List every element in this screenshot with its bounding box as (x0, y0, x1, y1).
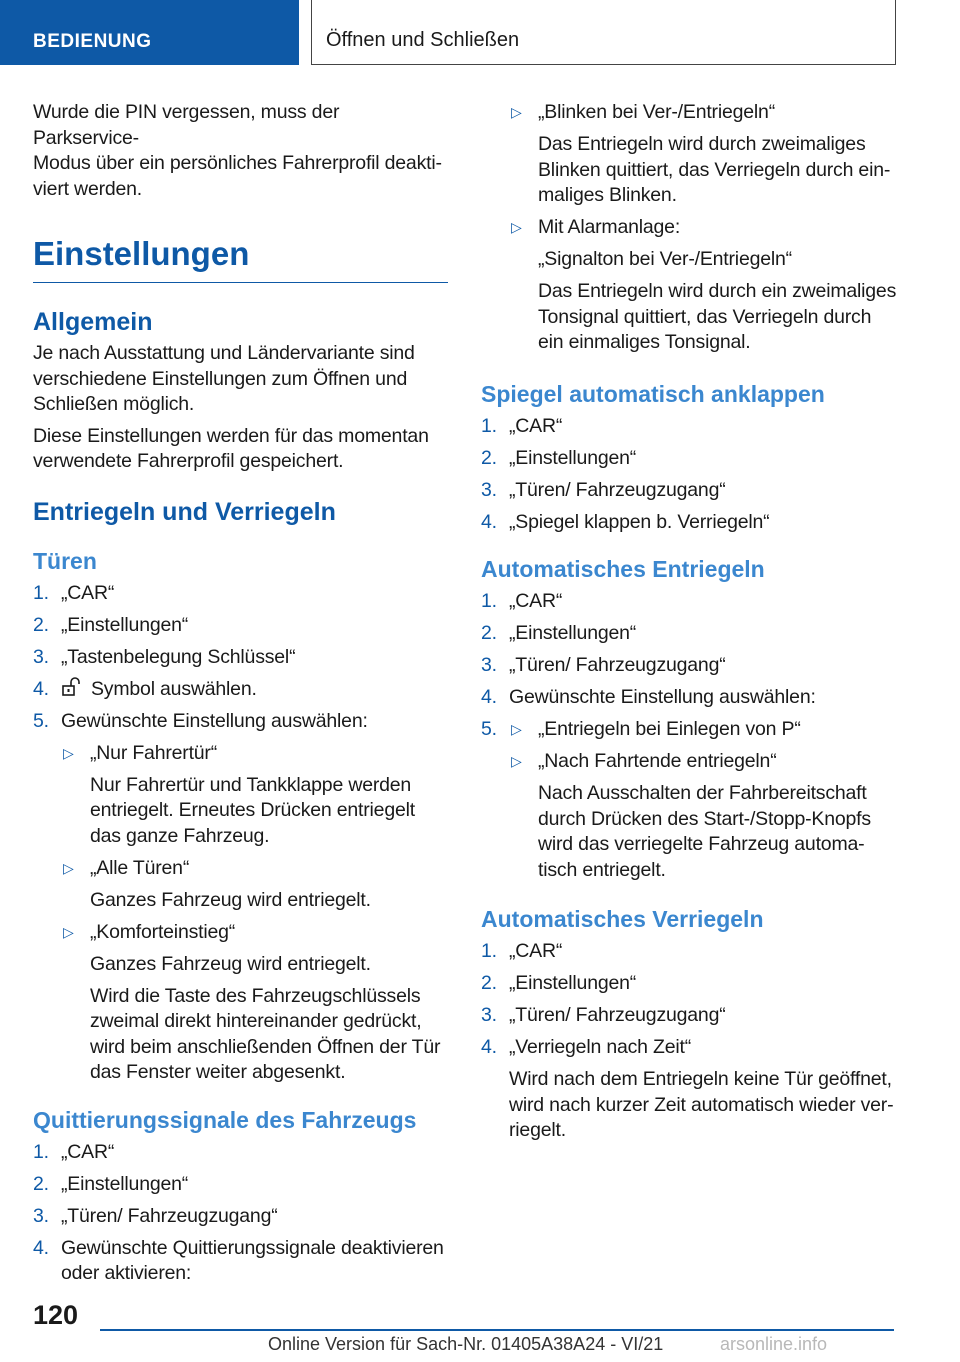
list-number: 5. (481, 718, 497, 740)
line: maliges Blinken. (538, 184, 677, 206)
option-item (481, 100, 901, 126)
list-item (481, 510, 901, 536)
list-number: 3. (33, 645, 49, 668)
list-item (481, 971, 901, 997)
list-number: 3. (481, 1004, 497, 1026)
list-item (481, 1003, 901, 1029)
option-item (33, 741, 448, 767)
list-text: „Entriegeln bei Einlegen von P“ (538, 718, 801, 740)
line: entriegelt. Erneutes Drücken entriegelt (90, 799, 415, 821)
line: oder aktivieren: (61, 1262, 192, 1284)
list-item (33, 677, 448, 703)
line: wird nach kurzer Zeit automatisch wieder ver- (509, 1093, 894, 1116)
list-item (33, 1172, 448, 1198)
line: Diese Einstellungen werden für das momentan (33, 424, 429, 447)
list-number: 4. (33, 677, 49, 700)
list-item (481, 939, 901, 965)
page-number: 120 (33, 1300, 79, 1330)
option-item (33, 920, 448, 946)
heading-quittierungssignale: Quittierungssignale des Fahrzeugs (33, 1106, 417, 1133)
heading-allgemein: Allgemein (33, 308, 153, 336)
line: Nur Fahrertür und Tankklappe werden (90, 773, 412, 796)
list-number: 2. (481, 622, 497, 644)
line: durch Drücken des Start-/Stopp-Knopfs (538, 807, 871, 830)
triangle-bullet-icon: ▷ (511, 219, 522, 235)
list-text: „CAR“ (509, 414, 563, 437)
right-column (481, 100, 901, 1150)
line: das Fenster weiter abgesenkt. (90, 1061, 346, 1083)
line: verschiedene Einstellungen zum Öffnen und (33, 367, 408, 390)
list-text: Gewünschte Einstellung auswählen: (509, 686, 816, 708)
line: Tonsignal quittiert, das Verriegeln durch (538, 305, 872, 328)
option-description (481, 279, 901, 356)
list-text: „Türen/ Fahrzeugzugang“ (509, 1004, 726, 1026)
option-item (481, 749, 901, 775)
list-item (33, 645, 448, 671)
list-item (33, 1140, 448, 1166)
list-item (33, 581, 448, 607)
list-number: 3. (481, 654, 497, 676)
list-text: „Einstellungen“ (61, 1172, 189, 1195)
list-number: 1. (33, 1140, 49, 1163)
line: wird das verriegelte Fahrzeug automa- (538, 833, 865, 855)
line: tisch entriegelt. (538, 858, 666, 881)
footer-text: Online Version für Sach-Nr. 01405A38A24 - VI/21 (268, 1334, 664, 1354)
list-item (33, 613, 448, 639)
line: ein einmaliges Tonsignal. (538, 331, 751, 353)
triangle-bullet-icon: ▷ (511, 753, 522, 769)
list-text: „Tastenbelegung Schlüssel“ (61, 645, 296, 668)
option-label: „Nach Fahrtende entriegeln“ (538, 750, 777, 772)
line: wird beim anschließenden Öffnen der Tür (90, 1035, 441, 1058)
heading-spiegel: Spiegel automatisch anklappen (481, 380, 825, 407)
list-text: „Spiegel klappen b. Verriegeln“ (509, 510, 770, 533)
list-number: 2. (33, 1172, 49, 1195)
list-item (481, 478, 901, 504)
list-text: „CAR“ (509, 590, 563, 612)
list-item (33, 1236, 448, 1287)
list-number: 1. (481, 940, 497, 962)
list-text: „Einstellungen“ (509, 972, 637, 994)
option-description (481, 132, 901, 209)
line: verwendete Fahrerprofil gespeichert. (33, 450, 344, 472)
list-text: Gewünschte Einstellung auswählen: (61, 709, 368, 732)
line: Wird die Taste des Fahrzeugschlüssels (90, 984, 421, 1007)
triangle-bullet-icon: ▷ (63, 923, 74, 940)
list-number: 5. (33, 709, 49, 732)
option-description (33, 952, 448, 978)
line: Je nach Ausstattung und Ländervariante sind (33, 342, 415, 364)
allgemein-paragraph-1 (33, 341, 448, 418)
line: das ganze Fahrzeug. (90, 824, 270, 847)
chapter-title: Öffnen und Schließen (326, 29, 520, 51)
left-column (33, 100, 448, 1293)
line: Schließen möglich. (33, 393, 195, 415)
line: Nach Ausschalten der Fahrbereitschaft (538, 782, 867, 804)
list-text: „CAR“ (61, 581, 115, 604)
option-label: „Komforteinstieg“ (90, 920, 236, 943)
option-sub-label: „Signalton bei Ver-/Entriegeln“ (538, 248, 792, 270)
line: riegelt. (509, 1119, 566, 1141)
watermark: arsonline.info (720, 1334, 828, 1354)
list-item (481, 414, 901, 440)
list-item (33, 709, 448, 735)
line: Wurde die PIN vergessen, muss der Parkservice- (33, 101, 340, 149)
list-text: „Verriegeln nach Zeit“ (509, 1036, 692, 1058)
list-number: 4. (481, 686, 497, 708)
allgemein-paragraph-2 (33, 424, 448, 475)
heading-einstellungen: Einstellungen (33, 234, 448, 283)
section-tab (0, 0, 299, 65)
line: Ganzes Fahrzeug wird entriegelt. (90, 952, 371, 975)
option-label: „Alle Türen“ (90, 856, 190, 879)
triangle-bullet-icon: ▷ (511, 721, 522, 737)
list-item (481, 1035, 901, 1061)
list-item (481, 653, 901, 679)
triangle-bullet-icon: ▷ (511, 104, 522, 120)
line: Das Entriegeln wird durch zweimaliges (538, 133, 866, 155)
list-text: „Türen/ Fahrzeugzugang“ (61, 1204, 278, 1227)
line: Gewünschte Quittierungssignale deaktivieren (61, 1236, 444, 1259)
line: Blinken quittiert, das Verriegeln durch ein- (538, 158, 891, 181)
footer-divider (100, 1329, 894, 1331)
list-number: 4. (33, 1236, 49, 1259)
list-number: 4. (481, 510, 497, 533)
list-number: 4. (481, 1036, 497, 1058)
line: Ganzes Fahrzeug wird entriegelt. (90, 888, 371, 911)
heading-entriegeln-verriegeln: Entriegeln und Verriegeln (33, 497, 336, 526)
list-text: „Einstellungen“ (61, 613, 189, 636)
list-text: „CAR“ (509, 940, 563, 962)
list-text: „Einstellungen“ (509, 446, 637, 469)
list-number: 3. (481, 478, 497, 501)
heading-tueren: Türen (33, 547, 97, 574)
list-text: „Einstellungen“ (509, 622, 637, 644)
option-label: „Nur Fahrertür“ (90, 741, 218, 764)
list-number: 3. (33, 1204, 49, 1227)
unlock-icon (61, 677, 83, 697)
option-description (481, 781, 901, 883)
option-label: „Blinken bei Ver-/Entriegeln“ (538, 101, 775, 123)
option-item (481, 215, 901, 241)
chapter-header (311, 0, 896, 65)
list-item (481, 685, 901, 711)
heading-automatisches-entriegeln: Automatisches Entriegeln (481, 556, 765, 582)
section-label: BEDIENUNG (33, 31, 152, 52)
item-description (481, 1067, 901, 1144)
option-label: Mit Alarmanlage: (538, 216, 681, 238)
option-extra-description (33, 984, 448, 1086)
line: viert werden. (33, 177, 143, 200)
option-description (33, 888, 448, 914)
list-number: 1. (33, 581, 49, 604)
list-item (33, 1204, 448, 1230)
triangle-bullet-icon: ▷ (63, 859, 74, 876)
list-item (481, 621, 901, 647)
option-item (33, 856, 448, 882)
line: Modus über ein persönliches Fahrerprofil deakti- (33, 152, 442, 174)
line: zweimal direkt hintereinander gedrückt, (90, 1010, 422, 1032)
line: Das Entriegeln wird durch ein zweimaliges (538, 280, 897, 302)
list-number: 1. (481, 414, 497, 437)
list-text: Symbol auswählen. (91, 677, 257, 700)
list-number: 2. (33, 613, 49, 636)
list-item (481, 717, 901, 743)
list-item (481, 589, 901, 615)
list-text: „Türen/ Fahrzeugzugang“ (509, 478, 726, 501)
intro-paragraph (33, 100, 448, 202)
list-number: 1. (481, 590, 497, 612)
list-number: 2. (481, 972, 497, 994)
option-description (33, 773, 448, 850)
list-text: „CAR“ (61, 1140, 115, 1163)
heading-automatisches-verriegeln: Automatisches Verriegeln (481, 906, 764, 932)
triangle-bullet-icon: ▷ (63, 744, 74, 761)
line: Wird nach dem Entriegeln keine Tür geöffnet, (509, 1068, 892, 1090)
list-text: „Türen/ Fahrzeugzugang“ (509, 654, 726, 676)
list-item (481, 446, 901, 472)
list-number: 2. (481, 446, 497, 469)
